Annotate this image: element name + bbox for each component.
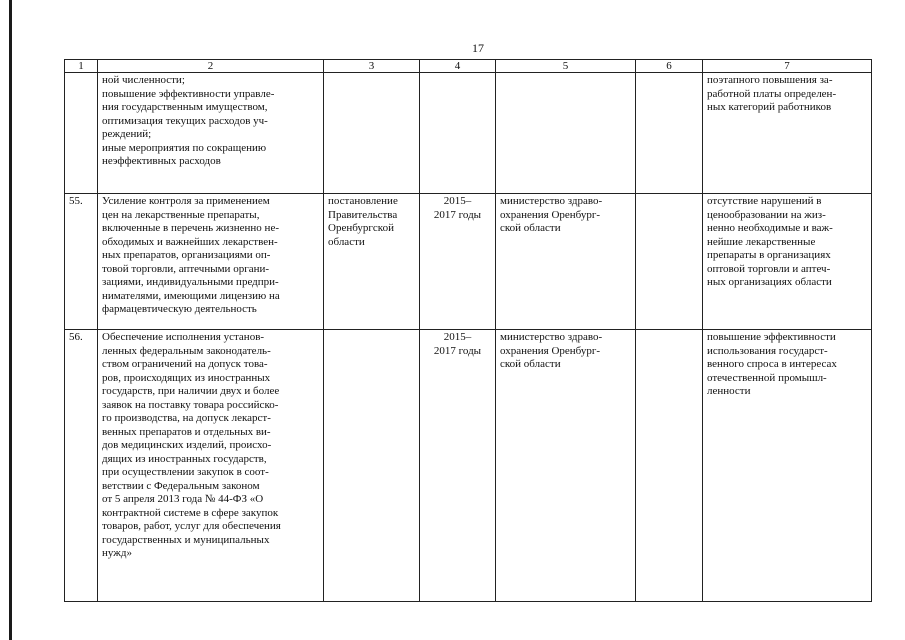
measure-cell: Усиление контроля за применением цен на лекарственные препараты, включенные в перечень жизненно не- обходимых и важнейших лекарствен- ных препаратов, организациями оп- товой торговли, аптечными органи- зациями, индивидуальными предпри- нимателями, имеющими лицензию на фармацевтическую деятельность (98, 194, 324, 330)
act-cell: постановление Правительства Оренбургской области (324, 194, 420, 330)
row-number: 56. (65, 330, 98, 602)
col6-cell (636, 73, 703, 194)
header-row (65, 60, 872, 73)
term-cell: 2015– 2017 годы (420, 194, 496, 330)
row-number: 55. (65, 194, 98, 330)
measure-cell: Обеспечение исполнения установ- ленных федеральным законодатель- ством ограничений на допуск това- ров, происходящих из иностранных государств, при наличии двух и более заявок на поставку товара российско- го производства, на допуск лекарст- венных препаратов и отдельных ви- дов медицинских изделий, происхо- дящих из иностранных государств, при осуществлении закупок в соот- ветствии с Федеральным законом от 5 апреля 2013 года № 44-ФЗ «О контрактной системе в сфере закупок товаров, работ, услуг для обеспечения государственных и муниципальных нужд» (98, 330, 324, 602)
row-number (65, 73, 98, 194)
header-cell-2: 2 (98, 60, 324, 73)
executor-cell: министерство здраво- охранения Оренбург- ской области (496, 194, 636, 330)
act-cell (324, 330, 420, 602)
header-cell-5: 5 (496, 60, 636, 73)
table-row (65, 330, 872, 602)
header-cell-1: 1 (65, 60, 98, 73)
col6-cell (636, 194, 703, 330)
term-cell (420, 73, 496, 194)
measure-cell: ной численности; повышение эффективности управле- ния государственным имуществом, оптимизация текущих расходов уч- реждений; иные мероприятия по сокращению неэффективных расходов (98, 73, 324, 194)
header-cell-7: 7 (703, 60, 872, 73)
result-cell: отсутствие нарушений в ценообразовании на жиз- ненно необходимые и важ- нейшие лекарственные препараты в организациях оптовой торговли и аптеч- ных организациях области (703, 194, 872, 330)
measures-table (64, 59, 872, 602)
executor-cell (496, 73, 636, 194)
header-cell-6: 6 (636, 60, 703, 73)
table-row (65, 194, 872, 330)
binding-edge (9, 0, 12, 640)
header-cell-3: 3 (324, 60, 420, 73)
page-number: 17 (472, 41, 484, 55)
term-cell: 2015– 2017 годы (420, 330, 496, 602)
result-cell: повышение эффективности использования государст- венного спроса в интересах отечественной промышл- ленности (703, 330, 872, 602)
col6-cell (636, 330, 703, 602)
result-cell: поэтапного повышения за- работной платы определен- ных категорий работников (703, 73, 872, 194)
act-cell (324, 73, 420, 194)
header-cell-4: 4 (420, 60, 496, 73)
executor-cell: министерство здраво- охранения Оренбург- ской области (496, 330, 636, 602)
table-row (65, 73, 872, 194)
